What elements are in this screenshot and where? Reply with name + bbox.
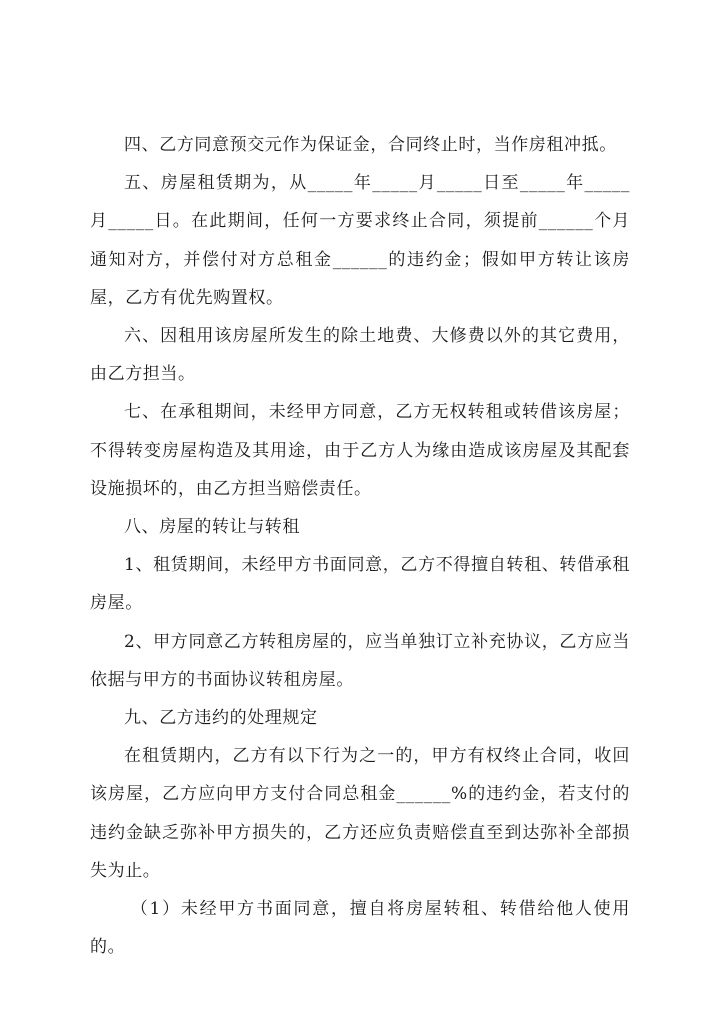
clause-8-item-2: 2、甲方同意乙方转租房屋的，应当单独订立补充协议，乙方应当依据与甲方的书面协议转租房屋。 bbox=[90, 631, 630, 690]
clause-4-deposit: 四、乙方同意预交元作为保证金，合同终止时，当作房租冲抵。 bbox=[124, 135, 617, 155]
clause-9-body: 在租赁期内，乙方有以下行为之一的，甲方有权终止合同，收回该房屋，乙方应向甲方支付合同总租金______%的违约金，若支付的违约金缺乏弥补甲方损失的，乙方还应负责赔偿直至到达弥补全部损失为止。 bbox=[90, 746, 630, 881]
clause-9-item-1: （1）未经甲方书面同意，擅自将房屋转租、转借给他人使用的。 bbox=[90, 899, 630, 958]
clause-8-heading: 八、房屋的转让与转租 bbox=[124, 517, 300, 538]
clause-9-heading: 九、乙方违约的处理规定 bbox=[124, 708, 318, 729]
clause-5-lease-term: 五、房屋租赁期为，从_____年_____月_____日至_____年_____月_____日。在此期间，任何一方要求终止合同，须提前______个月通知对方，并偿付对方总租金______的违约金；假如甲方转让该房屋，乙方有优先购置权。 bbox=[90, 173, 630, 308]
clause-7-sublet-restriction: 七、在承租期间，未经甲方同意，乙方无权转租或转借该房屋；不得转变房屋构造及其用途，由于乙方人为缘由造成该房屋及其配套设施损坏的，由乙方担当赔偿责任。 bbox=[90, 402, 630, 499]
clause-6-other-costs: 六、因租用该房屋所发生的除土地费、大修费以外的其它费用，由乙方担当。 bbox=[90, 326, 630, 385]
clause-8-item-1: 1、租赁期间，未经甲方书面同意，乙方不得擅自转租、转借承租房屋。 bbox=[90, 555, 630, 614]
